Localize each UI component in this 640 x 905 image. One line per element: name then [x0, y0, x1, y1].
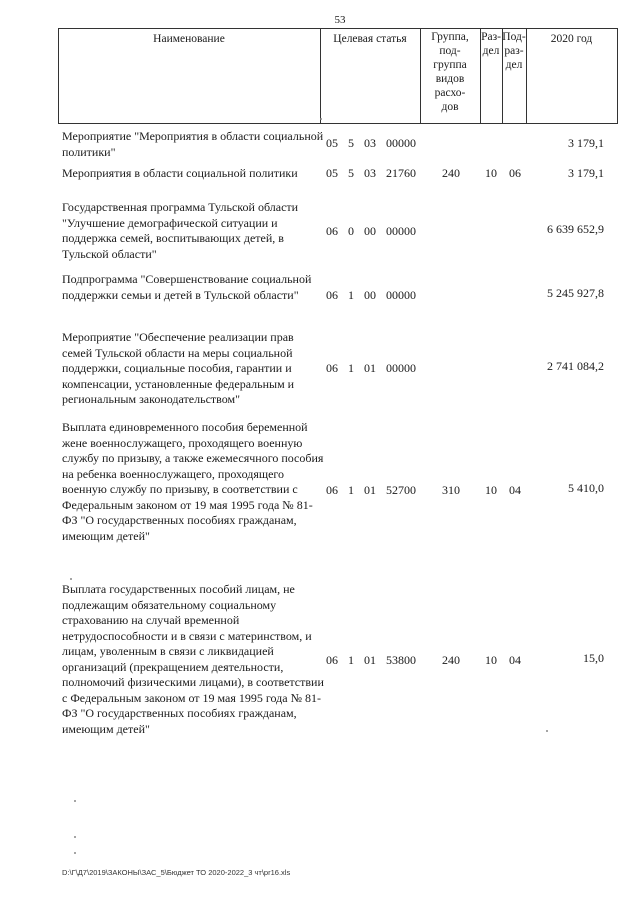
row-subsection: 04	[509, 483, 521, 497]
row-code-event: 00	[364, 288, 376, 302]
header-target-article: Целевая статья	[333, 33, 407, 45]
header-group-line: дов	[441, 101, 459, 113]
row-code-subprogram: 5	[348, 166, 354, 180]
header-right-border	[617, 28, 618, 124]
row-name: Мероприятие "Обеспечение реализации прав семей Тульской области на меры социальной поддержки, социальные пособия, гарантии и компенсации, установленные федеральным и региональным законодательством"	[62, 330, 295, 406]
row-name: Государственная программа Тульской области "Улучшение демографической ситуации и поддержка семей, воспитывающих детей, в Тульской области"	[62, 200, 299, 261]
row-code-subprogram: 1	[348, 288, 354, 302]
scan-speck	[70, 578, 72, 580]
row-code-program: 06	[326, 361, 338, 375]
row-name: Выплата государственных пособий лицам, не подлежащим обязательному социальному страхованию на случай временной нетрудоспособности и в связи с материнством, и лицам, уволенным в связи с ликвидацией организаций (прекращением деятельности, полномочий физическими лицами), в соответствии с Федеральным законом от 19 мая 1995 года № 81-ФЗ "О государственных пособиях гражданам, имеющим детей"	[62, 582, 324, 736]
row-group: 240	[442, 166, 460, 180]
row-code-subprogram: 5	[348, 136, 354, 150]
scan-speck	[320, 118, 322, 120]
row-amount: 3 179,1	[568, 166, 604, 180]
header-group-line: под-	[439, 45, 461, 57]
header-subsection-line: раз-	[504, 45, 524, 57]
row-code-subprogram: 0	[348, 224, 354, 238]
header-section-line: дел	[482, 45, 500, 57]
row-code-direction: 00000	[386, 224, 416, 238]
row-name: Мероприятие "Мероприятия в области социальной политики"	[62, 129, 324, 159]
row-code-event: 01	[364, 361, 376, 375]
row-name: Выплата единовременного пособия беременной жене военнослужащего, проходящего военную службу по призыву, а также ежемесячного пособия на ребенка военнослужащего, проходящего военную службу по призыву, в соответствии с Федеральным законом от 19 мая 1995 года № 81-ФЗ "О государственных пособиях гражданам, имеющим детей"	[62, 420, 324, 543]
row-code-program: 06	[326, 224, 338, 238]
header-name: Наименование	[153, 33, 225, 45]
row-subsection: 06	[509, 166, 521, 180]
row-code-program: 06	[326, 288, 338, 302]
row-section: 10	[485, 653, 497, 667]
header-group-line: группа	[433, 59, 467, 71]
header-subsection-line: дел	[505, 59, 523, 71]
row-amount: 2 741 084,2	[547, 359, 604, 373]
row-amount: 15,0	[583, 651, 604, 665]
row-code-program: 06	[326, 653, 338, 667]
row-name: Подпрограмма "Совершенствование социальной поддержки семьи и детей в Тульской области"	[62, 272, 312, 302]
row-code-direction: 00000	[386, 288, 416, 302]
header-group-line: Группа,	[431, 31, 469, 43]
row-code-event: 01	[364, 653, 376, 667]
row-code-direction: 21760	[386, 166, 416, 180]
row-code-direction: 53800	[386, 653, 416, 667]
header-group	[420, 30, 480, 114]
row-code-program: 05	[326, 166, 338, 180]
row-code-event: 00	[364, 224, 376, 238]
header-top-border	[58, 28, 618, 29]
row-code-direction: 00000	[386, 136, 416, 150]
scan-speck	[74, 800, 76, 802]
file-path-footer: D:\Г\Д7\2019\ЗАКОНЫ\ЗАС_5\Бюджет ТО 2020-2022_3 чт\pr16.xls	[62, 868, 291, 877]
row-section: 10	[485, 166, 497, 180]
header-section-line: Раз-	[481, 31, 501, 43]
row-name: Мероприятия в области социальной политики	[62, 166, 298, 180]
row-code-direction: 00000	[386, 361, 416, 375]
row-amount: 6 639 652,9	[547, 222, 604, 236]
row-amount: 3 179,1	[568, 136, 604, 150]
header-bottom-border	[58, 123, 618, 124]
scan-speck	[546, 730, 548, 732]
row-code-event: 03	[364, 166, 376, 180]
header-subsection	[502, 30, 526, 72]
row-amount: 5 410,0	[568, 481, 604, 495]
row-code-program: 06	[326, 483, 338, 497]
header-subsection-line: Под-	[502, 31, 526, 43]
page-number: 53	[334, 14, 346, 26]
row-code-event: 03	[364, 136, 376, 150]
row-group: 310	[442, 483, 460, 497]
header-year: 2020 год	[550, 33, 593, 45]
header-group-line: видов	[435, 73, 465, 85]
scan-speck	[74, 836, 76, 838]
row-code-subprogram: 1	[348, 361, 354, 375]
row-code-subprogram: 1	[348, 483, 354, 497]
row-code-direction: 52700	[386, 483, 416, 497]
row-subsection: 04	[509, 653, 521, 667]
row-group: 240	[442, 653, 460, 667]
row-code-program: 05	[326, 136, 338, 150]
row-section: 10	[485, 483, 497, 497]
header-section	[480, 30, 502, 58]
scan-speck	[74, 852, 76, 854]
row-code-subprogram: 1	[348, 653, 354, 667]
header-group-line: расхо-	[434, 87, 466, 99]
row-code-event: 01	[364, 483, 376, 497]
row-amount: 5 245 927,8	[547, 286, 604, 300]
